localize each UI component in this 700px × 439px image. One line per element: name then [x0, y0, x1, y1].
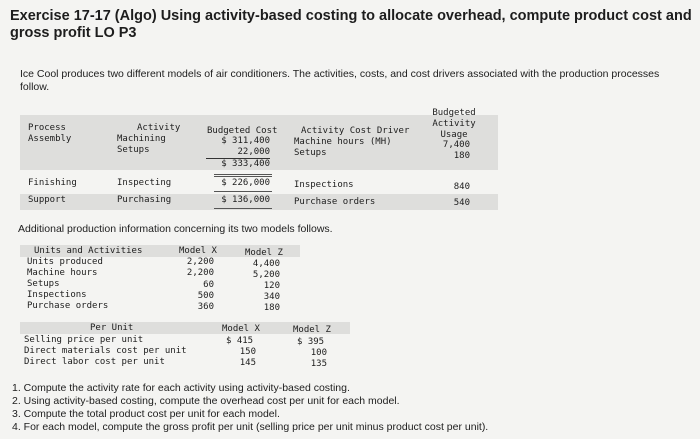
setups-usage: 180 [453, 151, 470, 161]
machine-hours-x: 2,200 [186, 268, 214, 278]
units-header-label: Units and Activities [34, 246, 143, 256]
machine-hours-label: Machine hours [27, 268, 98, 278]
question-4: 4. For each model, compute the gross profit per unit (selling price per unit minus product cost per unit). [12, 421, 489, 433]
machine-hours-z: 5,200 [252, 270, 280, 280]
purchasing-underline [214, 208, 272, 209]
direct-materials-z: 100 [310, 348, 327, 358]
purchase-orders-x: 360 [197, 302, 214, 312]
inspections-usage: 840 [453, 182, 470, 192]
cost-driver-header: Activity Cost Driver [301, 126, 410, 136]
units-produced-z: 4,400 [252, 259, 280, 269]
usage-header-line-1: Budgeted [432, 108, 476, 118]
direct-materials-x: 150 [239, 347, 256, 357]
setups-x: 60 [203, 280, 214, 290]
selling-price-x: $ 415 [226, 336, 254, 346]
per-unit-header-label: Per Unit [90, 323, 134, 333]
inspections-label: Inspections [27, 290, 87, 300]
inspections-z: 340 [263, 292, 280, 302]
purchasing-activity: Purchasing [117, 195, 172, 205]
budgeted-cost-header: Budgeted Cost [207, 126, 278, 136]
per-unit-model-z-header: Model Z [293, 325, 331, 335]
setups-z: 120 [263, 281, 280, 291]
setups-cost: 22,000 [206, 147, 270, 159]
intro-paragraph: Ice Cool produces two different models of air conditioners. The activities, costs, and cost drivers associated with the production processes follow. [20, 68, 660, 93]
model-z-header: Model Z [245, 248, 283, 258]
exercise-title: Exercise 17-17 (Algo) Using activity-based costing to allocate overhead, compute product cost and gross profit LO P3 [10, 8, 692, 41]
purchase-orders-usage: 540 [453, 198, 470, 208]
purchase-orders-z: 180 [263, 303, 280, 313]
machining-activity: Machining [117, 134, 166, 144]
support-process: Support [28, 195, 66, 205]
inspecting-underline [214, 191, 272, 192]
additional-info-text: Additional production information concerning its two models follows. [18, 223, 333, 235]
question-2: 2. Using activity-based costing, compute the overhead cost per unit for each model. [12, 395, 400, 407]
direct-labor-x: 145 [239, 358, 256, 368]
selling-price-label: Selling price per unit [24, 335, 144, 345]
machine-hours-driver: Machine hours (MH) [294, 137, 392, 147]
total-double-underline [214, 174, 272, 175]
question-1: 1. Compute the activity rate for each activity using activity-based costing. [12, 382, 350, 394]
inspecting-cost: $ 226,000 [221, 178, 270, 188]
per-unit-model-x-header: Model X [222, 324, 260, 334]
question-3: 3. Compute the total product cost per unit for each model. [12, 408, 280, 420]
units-produced-x: 2,200 [186, 257, 214, 267]
activity-header: Activity [137, 123, 181, 133]
total-double-underline-2 [214, 176, 272, 177]
assembly-process: Assembly [28, 134, 72, 144]
purchase-orders-driver: Purchase orders [294, 197, 376, 207]
direct-materials-label: Direct materials cost per unit [24, 346, 187, 356]
usage-header-line-3: Usage [440, 130, 468, 140]
model-x-header: Model X [179, 246, 217, 256]
usage-header-line-2: Activity [432, 119, 476, 129]
process-header: Process [28, 123, 66, 133]
setups-activity: Setups [117, 145, 150, 155]
inspecting-activity: Inspecting [117, 178, 172, 188]
inspections-x: 500 [197, 291, 214, 301]
purchase-orders-label: Purchase orders [27, 301, 109, 311]
setups-driver: Setups [294, 148, 327, 158]
machine-hours-usage: 7,400 [442, 140, 470, 150]
direct-labor-z: 135 [310, 359, 327, 369]
selling-price-z: $ 395 [297, 337, 325, 347]
direct-labor-label: Direct labor cost per unit [24, 357, 165, 367]
units-produced-label: Units produced [27, 257, 103, 267]
finishing-process: Finishing [28, 178, 77, 188]
purchasing-cost: $ 136,000 [221, 195, 270, 205]
inspections-driver: Inspections [294, 180, 354, 190]
setups-label: Setups [27, 279, 60, 289]
assembly-total-cost: $ 333,400 [221, 159, 270, 169]
machining-cost: $ 311,400 [221, 136, 270, 146]
